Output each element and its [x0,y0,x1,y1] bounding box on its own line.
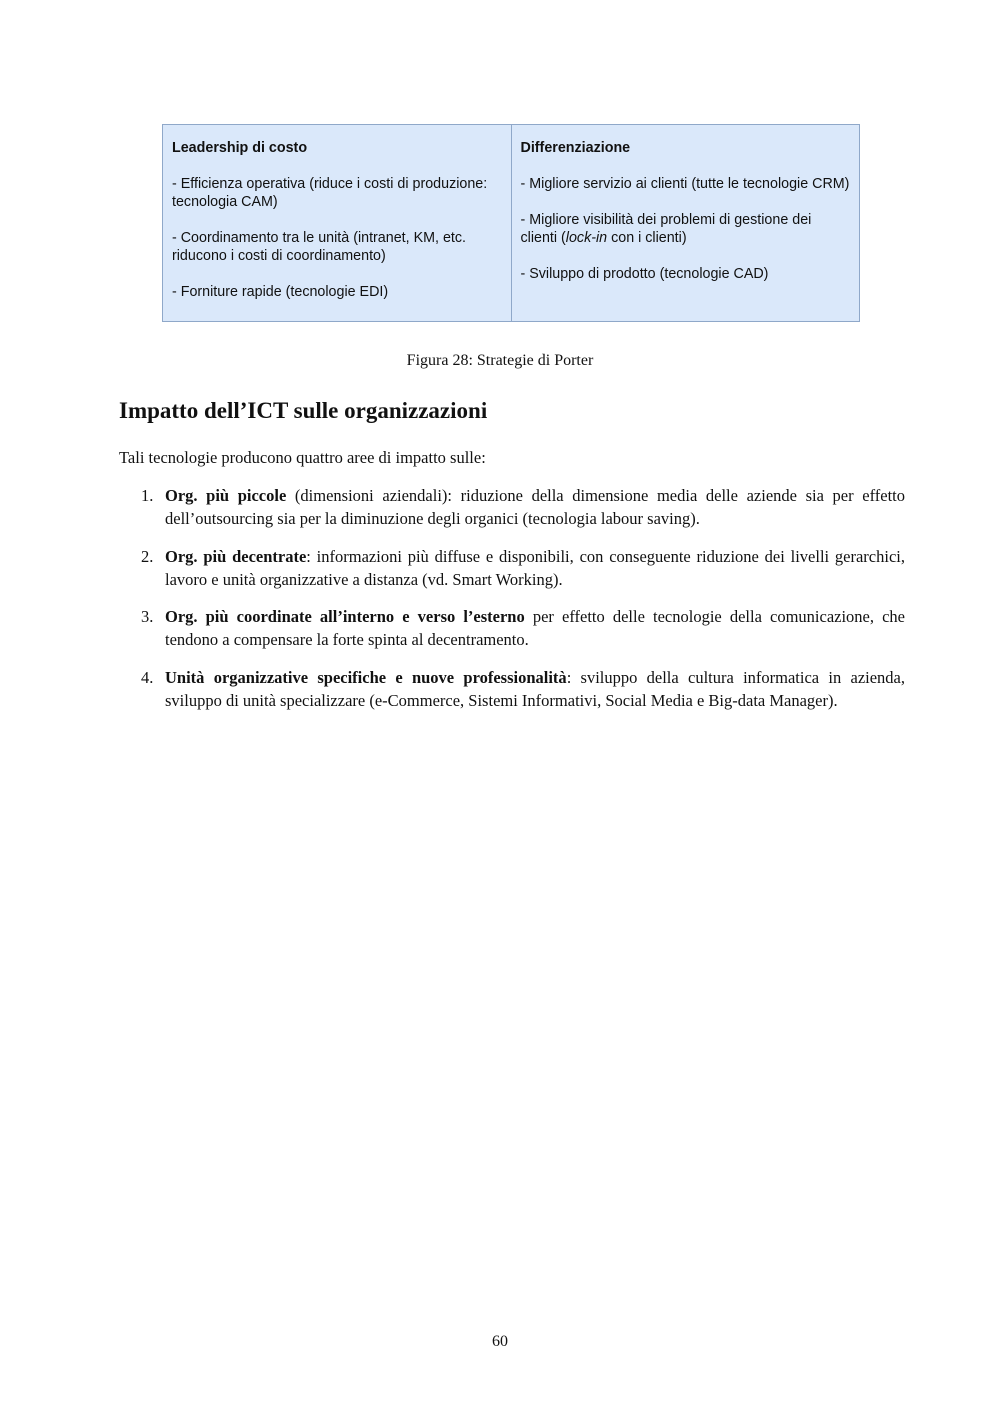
item-number: 4. [141,667,154,687]
intro-paragraph: Tali tecnologie producono quattro aree di impatto sulle: [119,448,486,467]
item-number: 2. [141,546,154,566]
list-item [119,666,905,712]
item-heading: Org. più coordinate all’interno e verso l’esterno [165,607,525,626]
item-text-tail: con i clienti) [607,230,687,246]
section-title: Impatto dell’ICT sulle organizzazioni [119,398,488,423]
item-text: - Migliore visibilità dei problemi di gestione dei clienti ( [520,212,812,246]
column-item [521,211,851,247]
impact-list [119,484,905,726]
figure-caption: Figura 28: Strategie di Porter [406,352,594,369]
column-title: Leadership di costo [172,140,308,156]
item-text: : informazioni più diffuse e disponibili, con conseguente riduzione dei livelli gerarchici, lavoro e unità organizzative a distanza (vd. Smart Working). [165,546,905,589]
column-title: Differenziazione [520,140,631,156]
lock-in-term: lock-in [565,230,608,246]
page-number: 60 [492,1333,508,1350]
column-item: - Forniture rapide (tecnologie EDI) [172,284,389,300]
cost-leadership-column [163,125,511,321]
item-heading: Unità organizzative specifiche e nuove professionalità [165,667,567,687]
porter-strategies-figure [162,124,860,322]
item-heading: Org. più decentrate [165,546,307,566]
list-item [119,545,905,591]
item-number: 3. [141,607,154,626]
column-item: - Migliore servizio ai clienti (tutte le tecnologie CRM) [520,176,850,192]
item-text: : sviluppo della cultura informatica in azienda, sviluppo di unità specializzare (e-Commerce, Sistemi Informativi, Social Media e Big-data Manager). [165,667,905,710]
list-item [119,605,905,651]
column-item: - Coordinamento tra le unità (intranet, KM, etc. riducono i costi di coordinamento) [172,230,467,264]
item-heading: Org. più piccole [165,486,287,505]
item-text: (dimensioni aziendali): riduzione della dimensione media delle aziende sia per effetto dell’outsourcing sia per la diminuzione degli organici (tecnologia labour saving). [165,486,905,528]
column-item: - Efficienza operativa (riduce i costi di produzione: tecnologia CAM) [172,176,488,210]
differentiation-column [511,125,860,321]
item-number: 1. [141,486,154,505]
list-item [119,484,905,530]
item-text: per effetto delle tecnologie della comunicazione, che tendono a compensare la forte spinta al decentramento. [165,607,905,649]
column-item: - Sviluppo di prodotto (tecnologie CAD) [520,266,769,282]
